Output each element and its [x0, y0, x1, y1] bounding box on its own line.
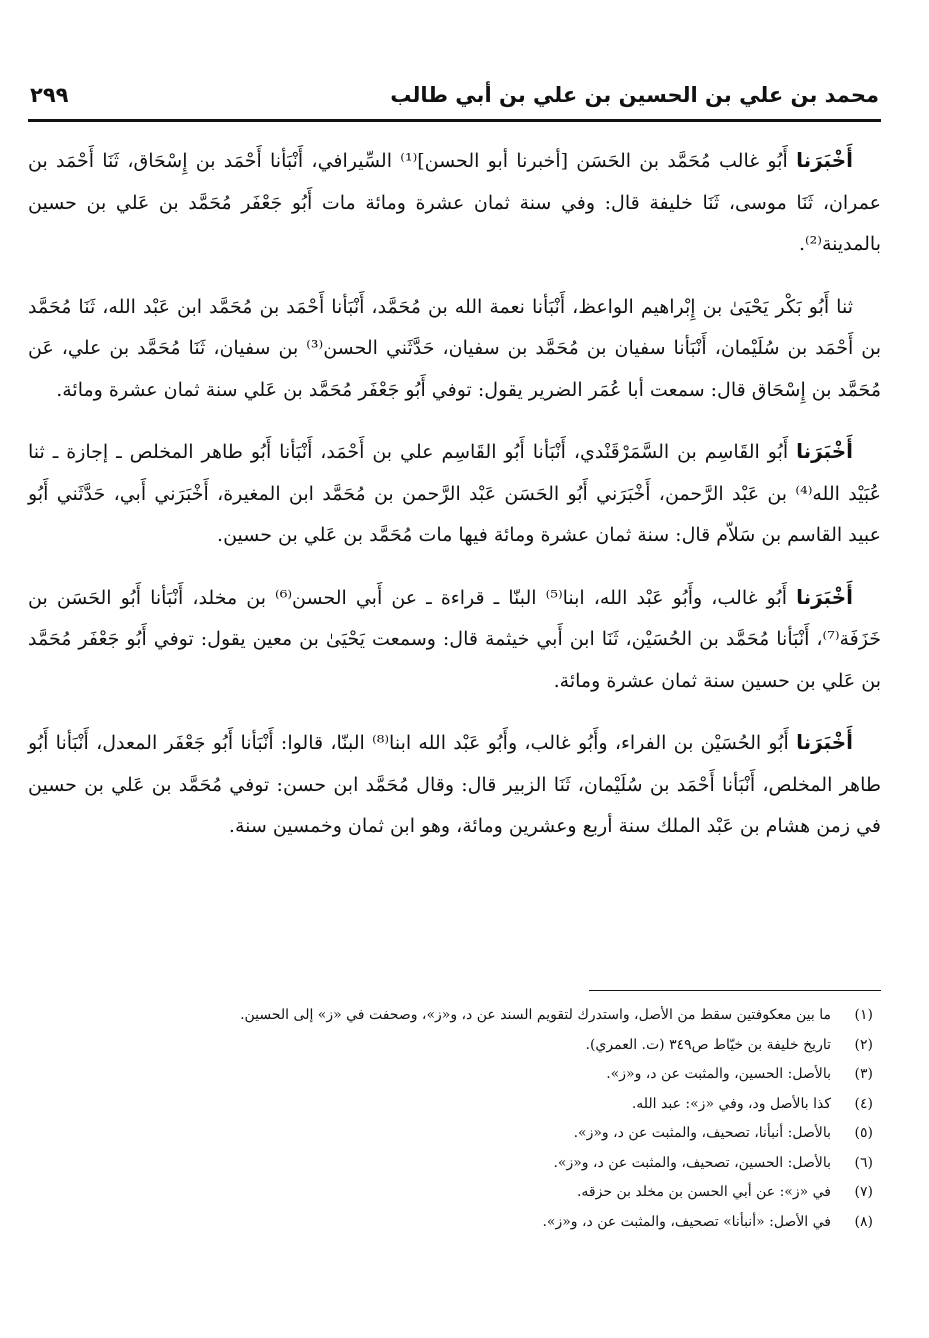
- footnote-5: [28, 1119, 881, 1149]
- footnote-number: (٦): [854, 1154, 873, 1171]
- footnote-text: في الأصل: «أنبأنا» تصحيف، والمثبت عن د، و«ز».: [542, 1213, 831, 1230]
- footnote-3: [28, 1060, 881, 1090]
- footnote-number: (١): [854, 1007, 873, 1023]
- paragraph-lead: أَخْبَرَنا: [796, 730, 853, 754]
- footnote-text: ما بين معكوفتين سقط من الأصل، واستدرك لتقويم السند عن د، و«ز»، وصحفت في «ز» إلى الحسين.: [240, 1007, 831, 1023]
- paragraph-lead: أَخْبَرَنا: [796, 148, 853, 172]
- running-title: محمد بن علي بن الحسين بن علي بن أبي طالب: [390, 83, 879, 107]
- page-header: [30, 78, 879, 118]
- footnote-text: بالأصل: أنبأنا، تصحيف، والمثبت عن د، و«ز».: [573, 1125, 831, 1141]
- footnotes: [28, 990, 881, 1237]
- footnote-4: [28, 1090, 881, 1120]
- footnote-number: (٤): [854, 1095, 873, 1112]
- paragraph-lead: أَخْبَرَنا: [796, 439, 853, 463]
- footnote-text: في «ز»: عن أبي الحسن بن مخلد بن حزقه.: [576, 1184, 831, 1200]
- paragraph-2: [28, 286, 881, 412]
- paragraph-text: ثنا أَبُو بَكْر يَحْيَىٰ بن إِبْراهيم الواعظ، أَنْبَأنا نعمة الله بن مُحَمَّد، أَنْبَأنا أَحْمَد بن مُحَمَّد ابن عَبْد الله، ثَنَا مُحَمَّد بن أَحْمَد بن سُلَيْمان، أَنْبَأنا سفيان بن مُحَمَّد بن سفيان، حَدَّثَني الحسن⁽³⁾ بن سفيان، ثَنَا مُحَمَّد بن علي، عَن مُحَمَّد بن إِسْحَاق قال: سمعت أبا عُمَر الضرير يقول: توفي أَبُو جَعْفَر مُحَمَّد بن عَلي سنة ثمان عشرة ومائة.: [28, 295, 881, 401]
- paragraph-text: أَبُو القَاسِم بن السَّمَرْقَنْدي، أَنْبَأنا أَبُو القَاسِم علي بن أَحْمَد، أَنْبَأنا أَبُو طاهر المخلص ـ إجازة ـ ثنا عُبَيْد الله⁽⁴⁾ بن عَبْد الرَّحمن، أَخْبَرَني أَبُو الحَسَن عَبْد الرَّحمن بن مُحَمَّد ابن المغيرة، أَخْبَرَني أَبي، حَدَّثَني أَبُو عبيد القاسم بن سَلاّم قال: سنة ثمان عشرة ومائة فيها مات مُحَمَّد بن عَلي بن حسين.: [28, 441, 881, 546]
- footnote-text: بالأصل: الحسين، والمثبت عن د، و«ز».: [606, 1066, 831, 1082]
- footnote-6: [28, 1149, 881, 1179]
- header-rule: [28, 119, 881, 122]
- footnote-number: (٢): [854, 1036, 873, 1053]
- footnote-number: (٧): [854, 1184, 873, 1200]
- footnote-8: [28, 1208, 881, 1238]
- footnote-7: [28, 1178, 881, 1208]
- paragraph-1: [28, 140, 881, 266]
- paragraph-text: أَبُو غالب مُحَمَّد بن الحَسَن [أخبرنا أبو الحسن]⁽¹⁾ السِّيرافي، أَنْبَأنا أَحْمَد بن إِسْحَاق، ثَنَا أَحْمَد بن عمران، ثَنَا موسى، ثَنَا خليفة قال: وفي سنة ثمان عشرة ومائة مات أَبُو جَعْفَر مُحَمَّد بن عَلي بن حسين بالمدينة⁽²⁾.: [28, 150, 881, 255]
- footnote-text: تاريخ خليفة بن خيّاط ص٣٤٩ (ت. العمري).: [585, 1036, 831, 1053]
- paragraph-text: أَبُو غالب، وأَبُو عَبْد الله، ابنا⁽⁵⁾ البنّا ـ قراءة ـ عن أَبي الحسن⁽⁶⁾ بن مخلد، أَنْبَأنا أَبُو الحَسَن بن خَزَفَة⁽⁷⁾، أَنْبَأنا مُحَمَّد بن الحُسَيْن، ثَنَا ابن أَبي خيثمة قال: وسمعت يَحْيَىٰ بن معين يقول: توفي أَبُو جَعْفَر مُحَمَّد بن عَلي بن حسين سنة ثمان عشرة ومائة.: [28, 586, 881, 692]
- page-number: ٢٩٩: [30, 83, 69, 107]
- footnote-number: (٥): [854, 1125, 873, 1141]
- paragraph-3: [28, 431, 881, 557]
- footnote-number: (٣): [854, 1066, 873, 1082]
- paragraph-text: أَبُو الحُسَيْن بن الفراء، وأَبُو غالب، وأَبُو عَبْد الله ابنا⁽⁸⁾ البنّا، قالوا: أَنْبَأنا أَبُو جَعْفَر المعدل، أَنْبَأنا أَبُو طاهر المخلص، أَنْبَأنا أَحْمَد بن سُلَيْمان، ثَنَا الزبير قال: وقال مُحَمَّد ابن حسن: توفي مُحَمَّد بن عَلي بن حسين في زمن هشام بن عَبْد الملك سنة أربع وعشرين ومائة، وهو ابن ثمان وخمسين سنة.: [28, 732, 881, 837]
- main-text: [28, 140, 881, 868]
- footnote-number: (٨): [854, 1213, 873, 1230]
- footnote-rule: [589, 990, 881, 991]
- paragraph-4: [28, 577, 881, 703]
- paragraph-5: [28, 722, 881, 848]
- footnote-text: بالأصل: الحسين، تصحيف، والمثبت عن د، و«ز».: [553, 1154, 831, 1171]
- footnote-1: [28, 1001, 881, 1031]
- footnote-2: [28, 1031, 881, 1061]
- footnote-text: كذا بالأصل ود، وفي «ز»: عبد الله.: [631, 1095, 831, 1112]
- paragraph-lead: أَخْبَرَنا: [796, 584, 853, 609]
